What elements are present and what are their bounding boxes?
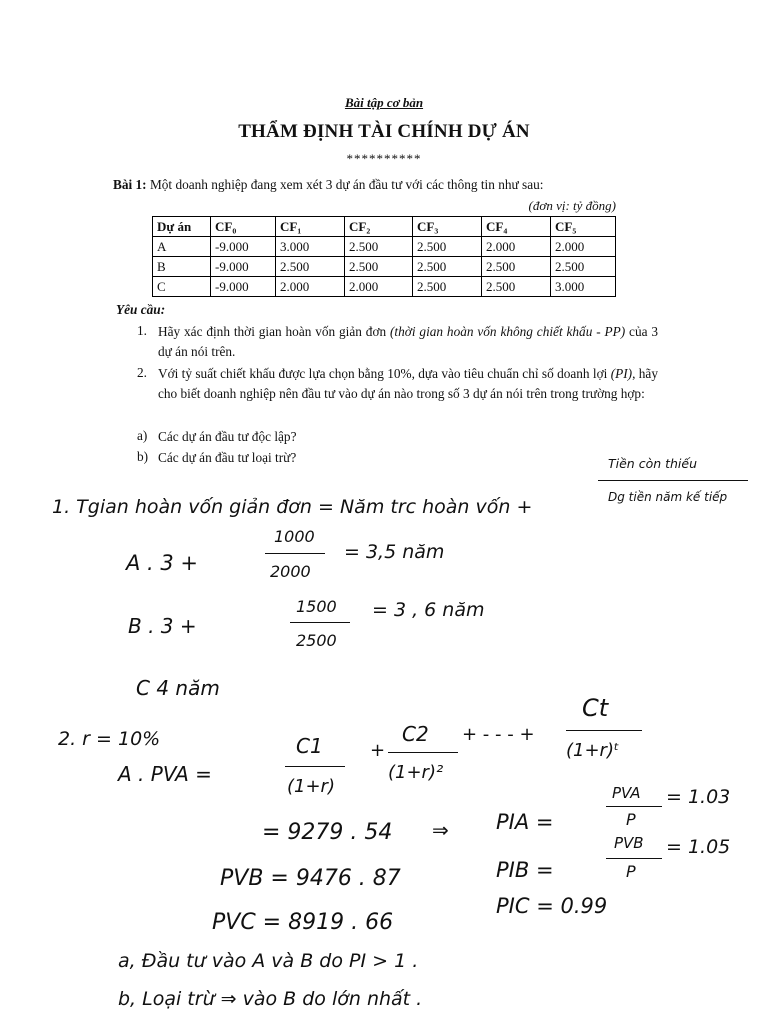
table-cell: 2.500 xyxy=(345,257,413,277)
table-cell: 3.000 xyxy=(551,277,616,297)
table-cell: 2.500 xyxy=(276,257,345,277)
title-separator: ********** xyxy=(346,151,422,166)
table-cell: -9.000 xyxy=(211,237,276,257)
hw-answer-a: a, Đầu tư vào A và B do PI > 1 . xyxy=(118,950,419,972)
table-cell: B xyxy=(153,257,211,277)
hw-fraction-bar xyxy=(388,752,458,753)
table-header: CF₃ xyxy=(413,217,482,237)
hw-pia-value: = 1.03 xyxy=(666,786,731,808)
hw-fraction-denominator: 2000 xyxy=(270,562,311,581)
table-cell: -9.000 xyxy=(211,257,276,277)
table-cell: 2.500 xyxy=(345,237,413,257)
subquestion-letter: a) xyxy=(137,428,148,443)
hw-fraction-denominator: P xyxy=(626,810,636,829)
hw-plus: + xyxy=(370,740,386,761)
table-cell: 2.500 xyxy=(482,277,551,297)
hw-fraction-bar xyxy=(265,553,325,554)
hw-implies-arrow: ⇒ xyxy=(432,818,449,842)
requirements-label: Yêu cầu: xyxy=(116,302,166,317)
hw-series-dots: + - - - + xyxy=(462,724,535,745)
hw-fraction-denominator: (1+r) xyxy=(287,776,335,797)
problem-label: Bài 1: xyxy=(113,177,147,192)
hw-fraction-denominator: Dg tiền năm kế tiếp xyxy=(608,490,728,504)
hw-pia-label: PIA = xyxy=(496,810,554,834)
question-text: Hãy xác định thời gian hoàn vốn giản đơn xyxy=(158,324,390,339)
table-row xyxy=(153,237,616,257)
hw-fraction-bar xyxy=(290,622,350,623)
table-cell: 2.000 xyxy=(551,237,616,257)
hw-fraction-numerator: C2 xyxy=(402,722,429,746)
table-cell: -9.000 xyxy=(211,277,276,297)
hw-answer-b: b, Loại trừ ⇒ vào B do lớn nhất . xyxy=(118,988,423,1010)
table-cell: 2.500 xyxy=(413,237,482,257)
table-cell: 2.000 xyxy=(345,277,413,297)
doc-title: THẨM ĐỊNH TÀI CHÍNH DỰ ÁN xyxy=(238,121,530,142)
table-header-row xyxy=(153,217,616,237)
table-header: CF₀ xyxy=(211,217,276,237)
hw-fraction-denominator: P xyxy=(626,862,636,881)
question-text: của 3 dự án nói trên. xyxy=(158,324,659,359)
table-cell: 2.000 xyxy=(276,277,345,297)
hw-project-a: A . 3 + xyxy=(126,551,199,575)
hw-result: = 3,5 năm xyxy=(344,541,445,563)
question-1 xyxy=(158,322,658,362)
hw-fraction-numerator: Ct xyxy=(582,694,609,722)
hw-fraction-bar xyxy=(285,766,345,767)
question-text-italic: (thời gian hoàn vốn không chiết khấu - PP) xyxy=(390,324,626,339)
table-cell: 2.000 xyxy=(482,237,551,257)
table-row xyxy=(153,257,616,277)
hw-pvc-value: PVC = 8919 . 66 xyxy=(212,910,394,935)
hw-pib-value: = 1.05 xyxy=(666,836,731,858)
hw-fraction-denominator: 2500 xyxy=(296,631,337,650)
hw-fraction-numerator: Tiền còn thiếu xyxy=(608,456,698,471)
subquestion-letter: b) xyxy=(137,449,149,464)
hw-fraction-denominator: (1+r)² xyxy=(388,762,444,783)
table-header: CF₁ xyxy=(276,217,345,237)
hw-fraction-numerator: 1000 xyxy=(274,527,315,546)
hw-fraction-numerator: PVB xyxy=(614,834,644,852)
doc-subtitle: Bài tập cơ bản xyxy=(344,95,424,110)
subquestion-a: Các dự án đầu tư độc lập? xyxy=(158,429,297,444)
hw-discount-rate: 2. r = 10% xyxy=(58,728,161,750)
hw-project-c: C 4 năm xyxy=(136,676,220,700)
cashflow-table xyxy=(152,216,616,297)
hw-result: = 3 , 6 năm xyxy=(372,599,485,621)
hw-fraction-numerator: PVA xyxy=(612,784,641,802)
table-cell: 2.500 xyxy=(551,257,616,277)
hw-pva-formula: A . PVA = xyxy=(118,762,212,786)
table-cell: 2.500 xyxy=(482,257,551,277)
table-header: Dự án xyxy=(153,217,211,237)
hw-pic-value: PIC = 0.99 xyxy=(496,894,608,918)
problem-text: Một doanh nghiệp đang xem xét 3 dự án đầu tư với các thông tin như sau: xyxy=(146,177,544,192)
hw-fraction-numerator: 1500 xyxy=(296,597,337,616)
question-2 xyxy=(158,364,658,404)
question-text-italic: (PI) xyxy=(610,366,633,381)
hw-fraction-bar xyxy=(566,730,642,731)
table-header: CF₅ xyxy=(551,217,616,237)
hw-fraction-bar xyxy=(606,858,662,859)
subquestion-b: Các dự án đầu tư loại trừ? xyxy=(158,450,297,465)
hw-fraction-bar xyxy=(606,806,662,807)
table-cell: C xyxy=(153,277,211,297)
table-header: CF₄ xyxy=(482,217,551,237)
hw-fraction-denominator: (1+r)ᵗ xyxy=(566,740,620,761)
problem-statement xyxy=(113,177,543,193)
hw-fraction-bar xyxy=(598,480,748,481)
hw-pva-value: = 9279 . 54 xyxy=(262,820,393,845)
table-cell: 2.500 xyxy=(413,257,482,277)
question-number: 1. xyxy=(137,323,147,338)
unit-note: (đơn vị: tỷ đồng) xyxy=(528,198,616,213)
hw-payback-formula: 1. Tgian hoàn vốn giản đơn = Năm trc hoàn vốn + xyxy=(52,496,533,518)
table-cell: 2.500 xyxy=(413,277,482,297)
hw-pib-label: PIB = xyxy=(496,858,554,882)
question-number: 2. xyxy=(137,365,147,380)
table-cell: A xyxy=(153,237,211,257)
hw-project-b: B . 3 + xyxy=(128,614,197,638)
table-row xyxy=(153,277,616,297)
table-cell: 3.000 xyxy=(276,237,345,257)
hw-pvb-value: PVB = 9476 . 87 xyxy=(220,866,401,891)
question-text: Với tỷ suất chiết khấu được lựa chọn bằng 10%, dựa vào tiêu chuẩn chỉ số doanh lợi xyxy=(158,366,611,381)
question-text: , hãy cho biết doanh nghiệp nên đầu tư vào dự án nào trong số 3 dự án nói trên trong trường hợp: xyxy=(158,366,658,401)
table-header: CF₂ xyxy=(345,217,413,237)
hw-fraction-numerator: C1 xyxy=(296,734,323,758)
